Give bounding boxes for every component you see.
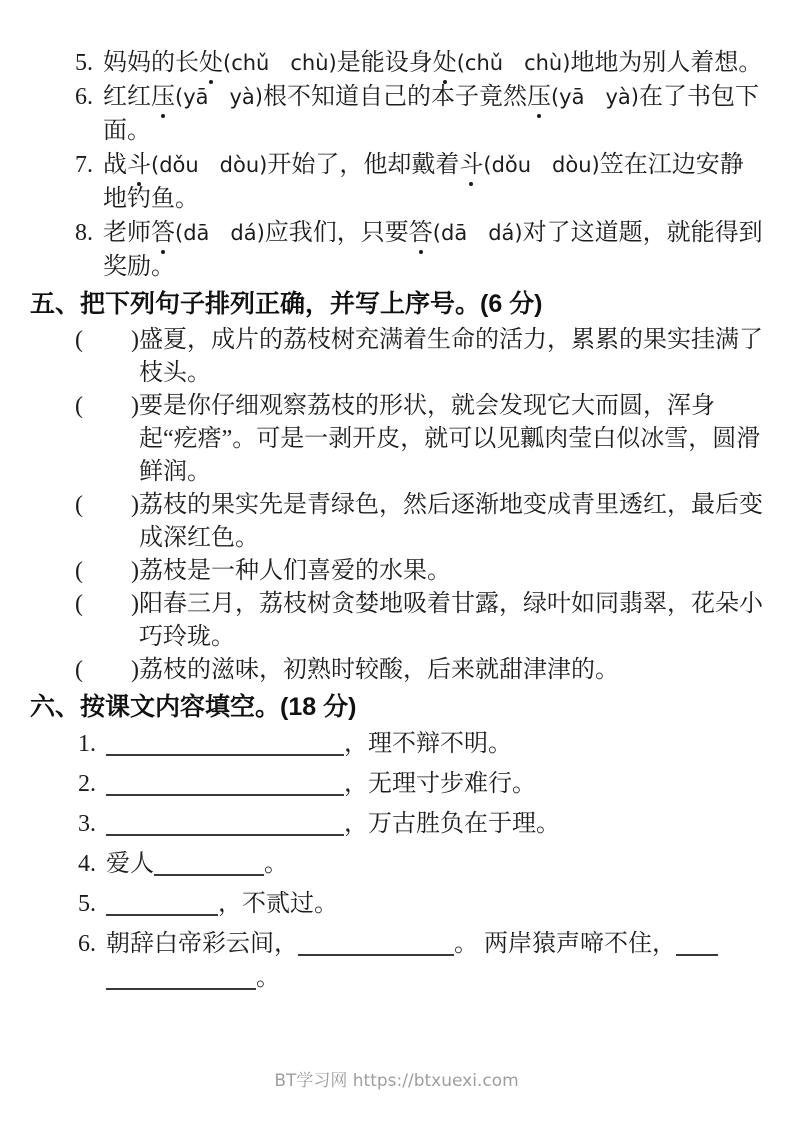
text-run: ，不贰过。 — [218, 891, 338, 917]
answer-blank-line — [106, 774, 344, 796]
pinyin-options: (yā yà) — [550, 85, 639, 109]
pinyin-options: (dā dá) — [432, 221, 523, 245]
fill-text — [106, 887, 773, 921]
section-five-sentence-ordering — [0, 286, 793, 687]
text-run: 荔枝是一种人们喜爱的水果。 — [138, 558, 451, 584]
section-six-fill-blanks — [0, 689, 793, 995]
emphasized-character: 压 — [151, 80, 175, 114]
text-run: 战 — [103, 152, 127, 178]
answer-parentheses: ( ) — [75, 492, 139, 518]
text-run: 老师 — [103, 220, 151, 246]
answer-blank-line — [676, 934, 718, 956]
text-run: ，理不辩不明。 — [344, 731, 512, 757]
question-item-6 — [75, 80, 767, 148]
fill-text — [106, 927, 773, 995]
ordering-item — [75, 654, 767, 687]
ordering-sentence — [139, 555, 767, 588]
answer-blank-line — [154, 854, 264, 876]
text-run: 阳春三月，荔枝树贪婪地吸着甘露，绿叶如同翡翠，花朵小巧玲珑。 — [138, 591, 763, 650]
fill-item-5 — [78, 887, 773, 921]
text-run: ，无理寸步难行。 — [344, 771, 536, 797]
section-five-title: 五、把下列句子排列正确，并写上序号。(6 分) — [30, 290, 543, 318]
ordering-sentence — [139, 390, 767, 489]
text-run: 朝辞白帝彩云间， — [106, 931, 298, 957]
ordering-sentence — [139, 489, 767, 555]
pinyin-options: (dǒu dòu) — [483, 153, 600, 177]
text-run: 笠在江边安静地钓鱼。 — [103, 152, 744, 212]
question-number: 6. — [78, 931, 96, 957]
emphasized-character: 处 — [433, 46, 457, 80]
question-item-7 — [75, 148, 767, 216]
answer-blank-line — [106, 814, 344, 836]
text-run: 荔枝的滋味，初熟时较酸，后来就甜津津的。 — [138, 657, 619, 683]
text-run: 根不知道自己的本子竟然 — [262, 84, 527, 110]
question-number: 4. — [78, 851, 96, 877]
ordering-item — [75, 324, 767, 390]
answer-blank-line — [106, 894, 218, 916]
question-item-8 — [75, 216, 767, 284]
site-watermark: BT学习网 https://btxuexi.com — [274, 1071, 519, 1091]
text-run: 是能设身 — [336, 50, 433, 76]
text-run: 荔枝的果实先是青绿色，然后逐渐地变成青里透红，最后变成深红色。 — [138, 492, 763, 551]
text-run: 开始了，他却戴着 — [267, 152, 460, 178]
pinyin-options: (chǔ chù) — [456, 51, 571, 75]
emphasized-character: 斗 — [459, 148, 483, 182]
emphasized-character: 处 — [199, 46, 223, 80]
text-run: 红红 — [103, 84, 151, 110]
question-item-5 — [75, 46, 767, 80]
answer-blank-line — [106, 734, 344, 756]
text-run: 妈妈的长 — [103, 50, 199, 76]
emphasized-character: 答 — [151, 216, 175, 250]
fill-text — [106, 847, 773, 881]
pinyin-options: (yā yà) — [175, 85, 263, 109]
question-text — [103, 46, 767, 80]
fill-text — [106, 727, 773, 761]
text-run: 盛夏，成片的荔枝树充满着生命的活力，累累的果实挂满了枝头。 — [138, 327, 763, 386]
question-number: 6. — [75, 84, 93, 110]
question-number: 5. — [78, 891, 96, 917]
question-number: 2. — [78, 771, 96, 797]
section-six-title: 六、按课文内容填空。(18 分) — [30, 693, 357, 721]
pinyin-options: (chǔ chù) — [223, 51, 337, 75]
question-number: 1. — [78, 731, 96, 757]
ordering-item — [75, 390, 767, 489]
fill-item-1 — [78, 727, 773, 761]
answer-parentheses: ( ) — [75, 591, 139, 617]
ordering-sentence — [139, 588, 767, 654]
answer-blank-line — [106, 968, 256, 990]
text-run: 。 两岸猿声啼不住， — [454, 931, 676, 957]
question-text — [103, 148, 767, 216]
emphasized-character: 答 — [409, 216, 433, 250]
text-run: 爱人 — [106, 851, 154, 877]
ordering-item — [75, 489, 767, 555]
pinyin-options: (dā dá) — [175, 221, 265, 245]
ordering-item — [75, 555, 767, 588]
ordering-sentence — [139, 654, 767, 687]
answer-parentheses: ( ) — [75, 558, 139, 584]
pinyin-options: (dǒu dòu) — [151, 153, 268, 177]
question-text — [103, 216, 767, 284]
answer-blank-line — [298, 934, 454, 956]
fill-text — [106, 767, 773, 801]
question-number: 3. — [78, 811, 96, 837]
fill-text — [106, 807, 773, 841]
section-pinyin-questions — [0, 46, 793, 284]
text-run: 在了书包下面。 — [103, 84, 759, 144]
emphasized-character: 斗 — [127, 148, 151, 182]
fill-item-4 — [78, 847, 773, 881]
fill-item-2 — [78, 767, 773, 801]
text-run: 地地为别人着想。 — [570, 50, 763, 76]
fill-item-6 — [78, 927, 773, 995]
question-number: 7. — [75, 152, 93, 178]
text-run: 要是你仔细观察荔枝的形状，就会发现它大而圆，浑身起“疙瘩”。可是一剥开皮，就可以见瓤肉莹白似冰雪，圆滑鲜润。 — [138, 393, 761, 485]
text-run: 。 — [256, 965, 280, 991]
ordering-sentence — [139, 324, 767, 390]
text-run: 对了这道题，就能得到奖励。 — [103, 220, 763, 280]
answer-parentheses: ( ) — [75, 393, 139, 419]
text-run: 。 — [264, 851, 288, 877]
emphasized-character: 压 — [527, 80, 551, 114]
text-run: 应我们，只要 — [264, 220, 409, 246]
question-number: 5. — [75, 50, 93, 76]
answer-parentheses: ( ) — [75, 657, 139, 683]
fill-item-3 — [78, 807, 773, 841]
answer-parentheses: ( ) — [75, 327, 139, 353]
question-text — [103, 80, 767, 148]
ordering-item — [75, 588, 767, 654]
text-run: ，万古胜负在于理。 — [344, 811, 560, 837]
question-number: 8. — [75, 220, 93, 246]
